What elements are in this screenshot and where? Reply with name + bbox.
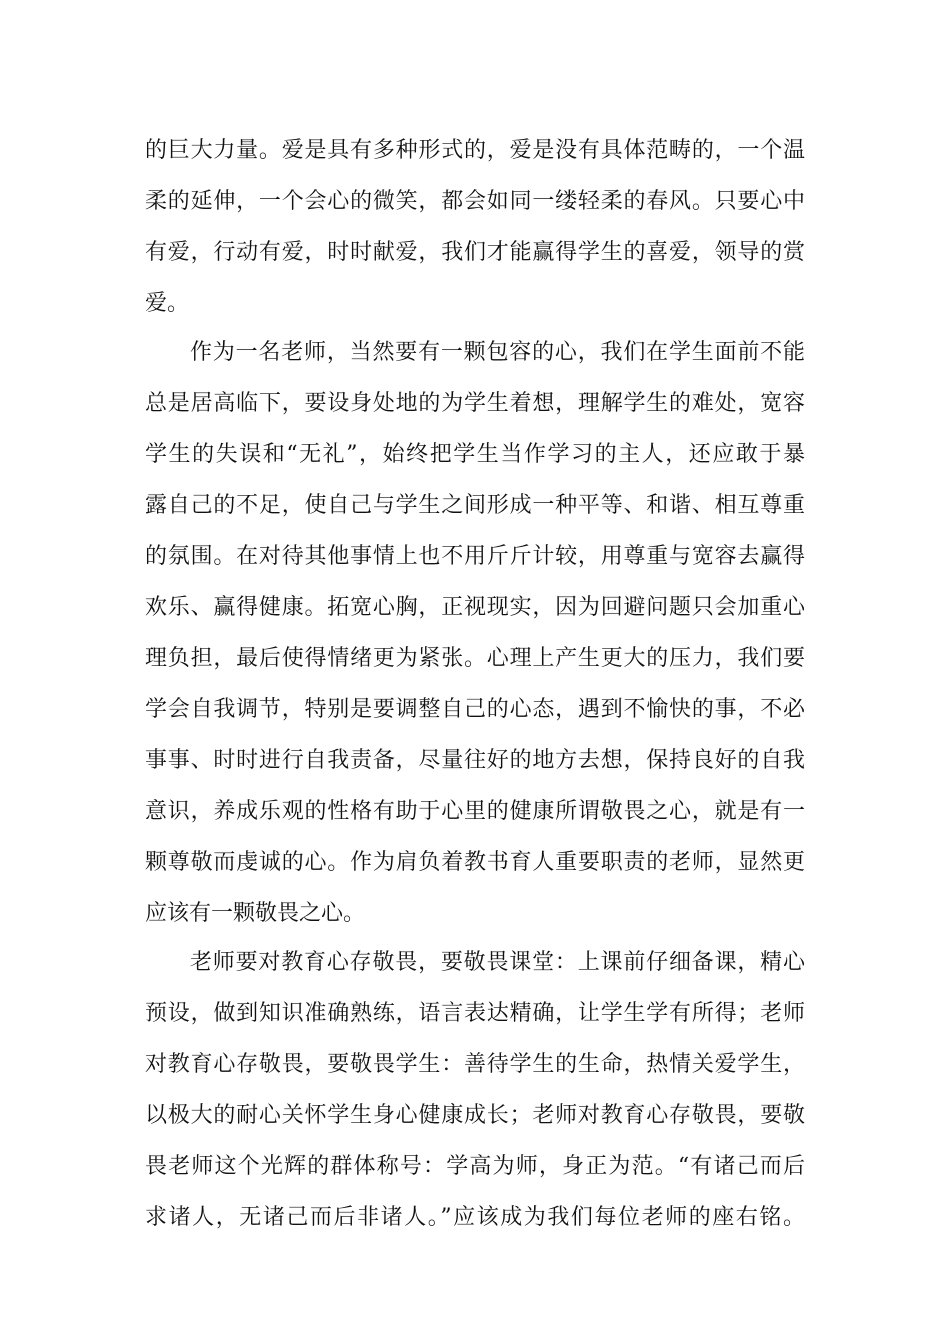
- paragraph-line: 总是居高临下，要设身处地的为学生着想，理解学生的难处，宽容: [145, 391, 805, 416]
- paragraph-line: 求诸人，无诸己而后非诸人。”应该成为我们每位老师的座右铭。: [145, 1205, 805, 1230]
- paragraph-line: 以极大的耐心关怀学生身心健康成长；老师对教育心存敬畏，要敬: [145, 1103, 805, 1128]
- paragraph-line: 的氛围。在对待其他事情上也不用斤斤计较，用尊重与宽容去赢得: [145, 544, 805, 569]
- paragraph-line: 柔的延伸，一个会心的微笑，都会如同一缕轻柔的春风。只要心中: [145, 189, 805, 214]
- paragraph-line: 有爱，行动有爱，时时献爱，我们才能赢得学生的喜爱，领导的赏: [145, 240, 805, 265]
- paragraph-line: 的巨大力量。爱是具有多种形式的，爱是没有具体范畴的，一个温: [145, 138, 805, 163]
- paragraph-line: 理负担，最后使得情绪更为紧张。心理上产生更大的压力，我们要: [145, 646, 805, 671]
- paragraph-line: 事事、时时进行自我责备，尽量往好的地方去想，保持良好的自我: [145, 748, 805, 773]
- paragraph-line: 应该有一颗敬畏之心。: [145, 901, 366, 926]
- paragraph-line: 老师要对教育心存敬畏，要敬畏课堂：上课前仔细备课，精心: [190, 950, 805, 975]
- paragraph-line: 学生的失误和“无礼”，始终把学生当作学习的主人，还应敢于暴: [145, 442, 805, 467]
- paragraph-line: 露自己的不足，使自己与学生之间形成一种平等、和谐、相互尊重: [145, 493, 805, 518]
- paragraph-line: 颗尊敬而虔诚的心。作为肩负着教书育人重要职责的老师，显然更: [145, 850, 805, 875]
- paragraph-line: 爱。: [145, 291, 190, 316]
- paragraph-line: 作为一名老师，当然要有一颗包容的心，我们在学生面前不能: [190, 340, 805, 365]
- paragraph-line: 畏老师这个光辉的群体称号：学高为师，身正为范。“有诸己而后: [145, 1154, 805, 1179]
- paragraph-line: 学会自我调节，特别是要调整自己的心态，遇到不愉快的事，不必: [145, 697, 805, 722]
- paragraph-line: 对教育心存敬畏，要敬畏学生：善待学生的生命，热情关爱学生，: [145, 1052, 805, 1077]
- paragraph-line: 欢乐、赢得健康。拓宽心胸，正视现实，因为回避问题只会加重心: [145, 595, 805, 620]
- paragraph-line: 意识，养成乐观的性格有助于心里的健康所谓敬畏之心，就是有一: [145, 799, 805, 824]
- paragraph-line: 预设，做到知识准确熟练，语言表达精确，让学生学有所得；老师: [145, 1001, 805, 1026]
